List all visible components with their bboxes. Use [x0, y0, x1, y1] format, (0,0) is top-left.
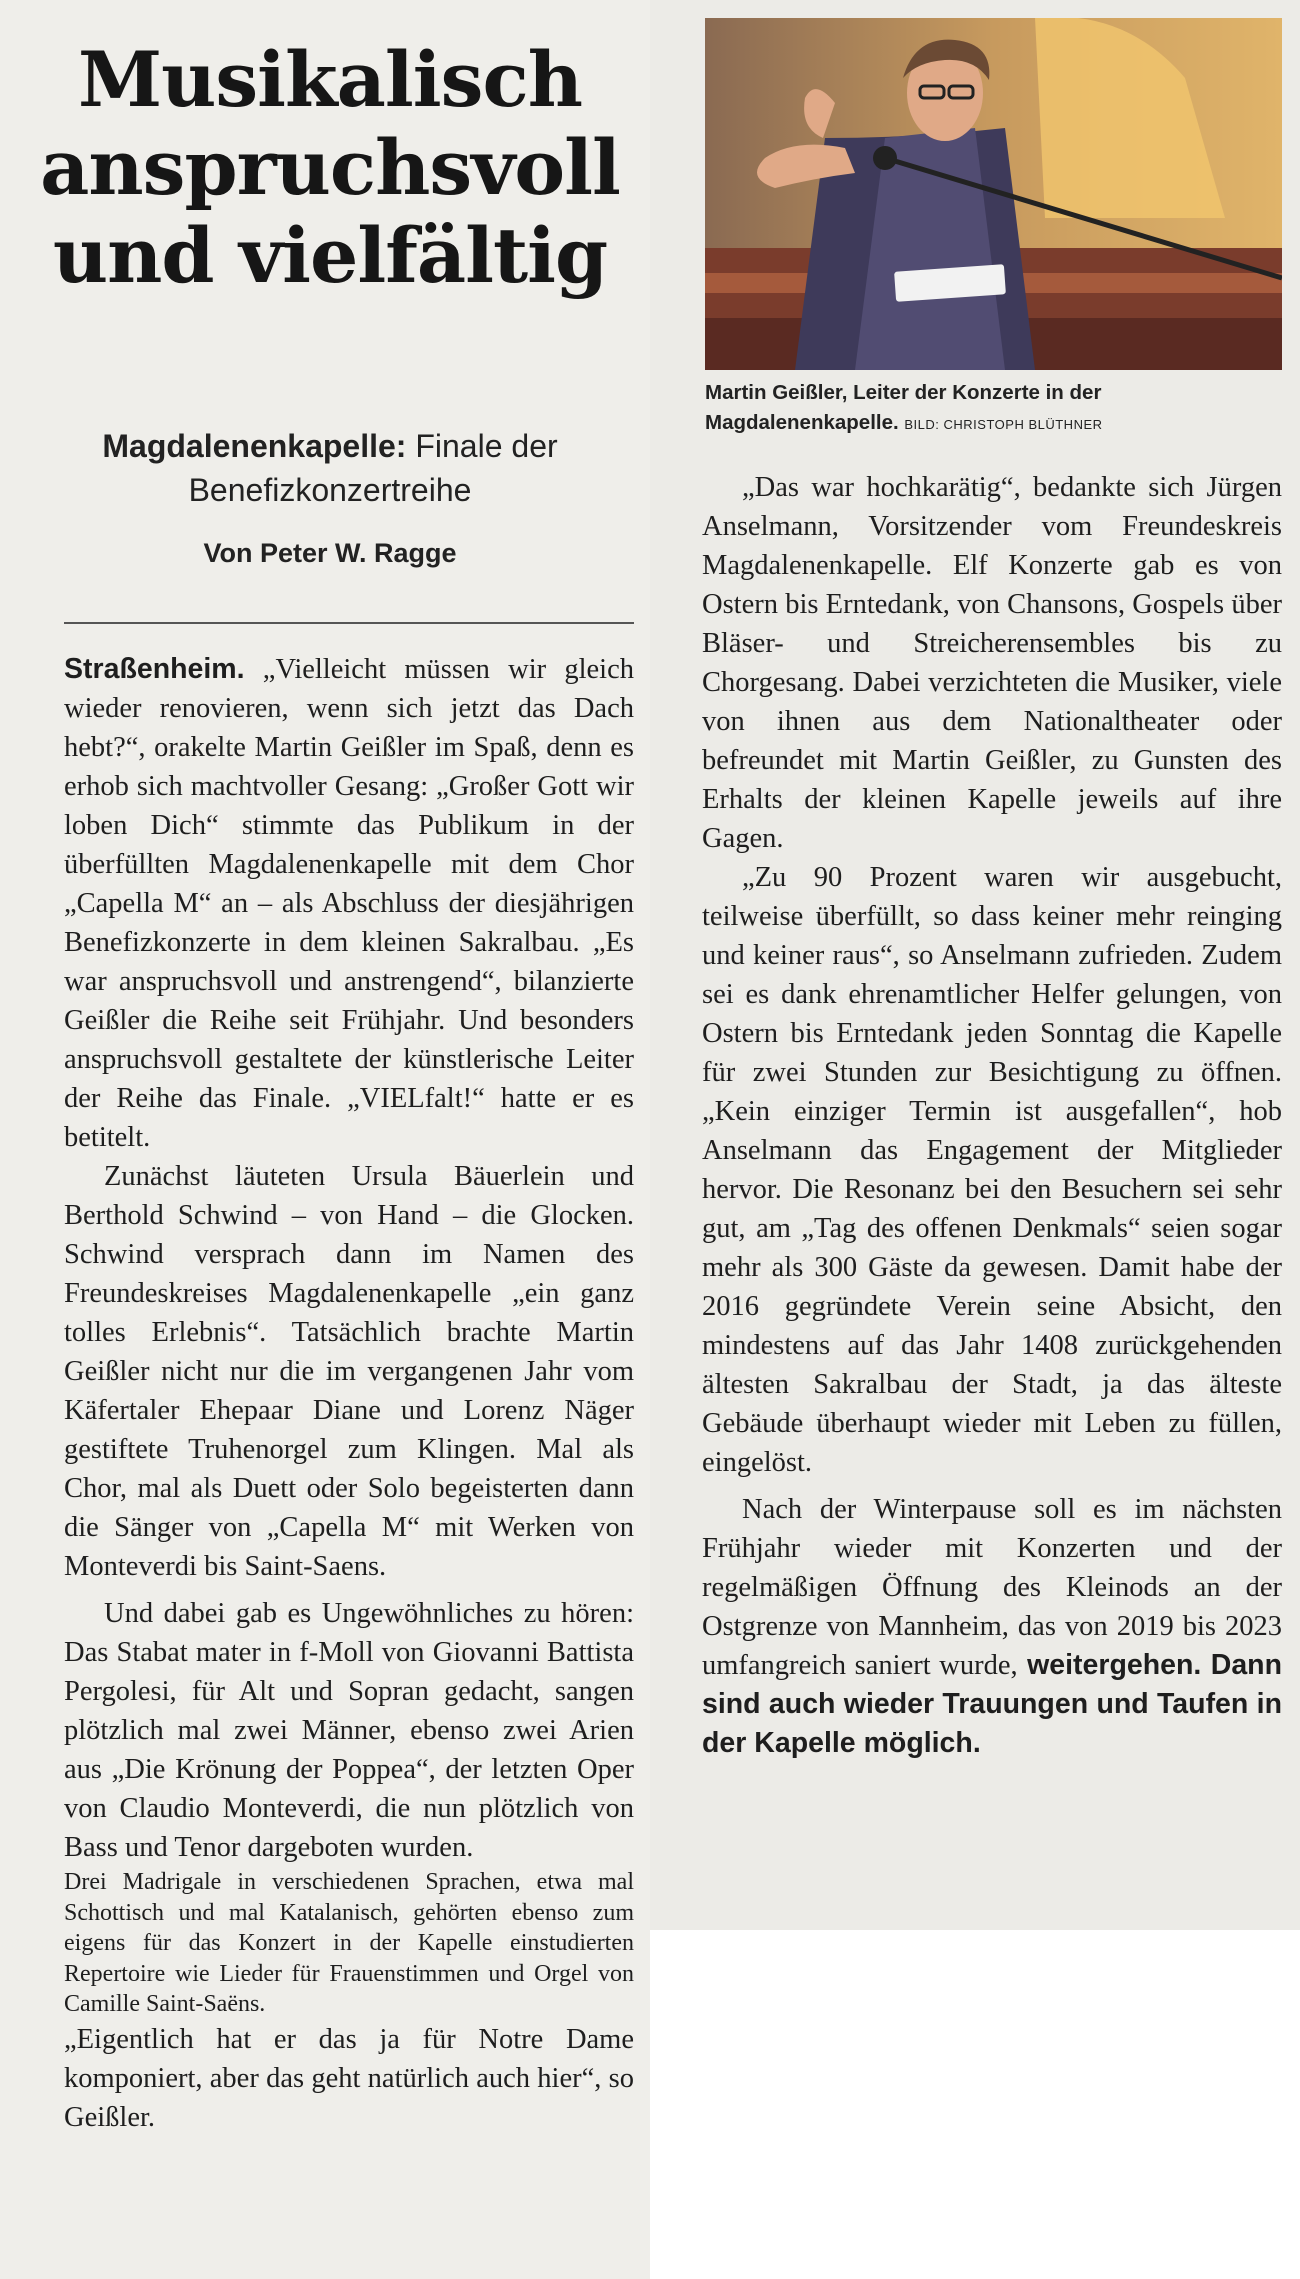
- headline-line-1: Musikalisch: [77, 35, 582, 124]
- paragraph-text: Nach der Winterpause soll es im nächsten Frühjahr wieder mit Konzerten und der regelmäßigen Öffnung des Kleinods an der Ostgrenze von Mannheim, das von 2019 bis 2023 umfangreich saniert wurde,: [702, 1494, 1282, 1681]
- byline: Von Peter W. Ragge: [203, 538, 457, 568]
- photo-credit: BILD: CHRISTOPH BLÜTHNER: [904, 417, 1103, 432]
- left-article-text: [64, 650, 634, 2137]
- paragraph: [702, 1490, 1282, 1763]
- paragraph: Und dabei gab es Ungewöhnliches zu hören: Das Stabat mater in f-Moll von Giovanni Battista Pergolesi, für Alt und Sopran gedacht, sangen plötzlich mal zwei Männer, ebenso zwei Arien aus „Die Krönung der Poppea“, der letzten Oper von Claudio Monteverdi, die nun plötzlich von Bass und Tenor dargeboten wurden.: [64, 1598, 634, 1863]
- paragraph: „Zu 90 Prozent waren wir ausgebucht, teilweise überfüllt, so dass keiner mehr reinging und keiner raus“, so Anselmann zufrieden. Zudem sei es dank ehrenamtlicher Helfer gelungen, von Ostern bis Erntedank jeden Sonntag die Kapelle für zwei Stunden zur Besichtigung zu öffnen. „Kein einziger Termin ist ausgefallen“, hob Anselmann das Engagement der Mitglieder hervor. Die Resonanz bei den Besuchern sei sehr gut, am „Tag des offenen Denkmals“ seien sogar mehr als 300 Gäste da gewesen. Damit habe der 2016 gegründete Verein seine Absicht, den mindestens auf das Jahr 1408 zurückgehenden ältesten Sakralbau der Stadt, ja das älteste Gebäude überhaupt wieder mit Leben zu füllen, eingelöst.: [702, 862, 1282, 1478]
- paragraph: [64, 650, 634, 1157]
- subheadline: [70, 424, 590, 512]
- paragraph: „Das war hochkarätig“, bedankte sich Jürgen Anselmann, Vorsitzender vom Freundeskreis Magdalenenkapelle. Elf Konzerte gab es von Ostern bis Erntedank, von Chansons, Gospels über Bläser- und Streicherensembles bis zu Chorgesang. Dabei verzichteten die Musiker, viele von ihnen aus dem Nationaltheater oder befreundet mit Martin Geißler, zu Gunsten des Erhalts der kleinen Kapelle jeweils auf ihre Gagen.: [702, 472, 1282, 854]
- subhead-text: Finale der Benefizkonzertreihe: [188, 428, 558, 508]
- photo-illustration: [705, 18, 1282, 370]
- photo-martin-geissler: [705, 18, 1282, 370]
- caption-text: Martin Geißler, Leiter der Konzerte in der Magdalenenkapelle.: [705, 381, 1102, 434]
- dateline: Straßenheim.: [64, 653, 245, 685]
- closing-text: weitergehen. Dann sind auch wieder Trauungen und Taufen in der Kapelle möglich.: [702, 1649, 1282, 1759]
- paragraph: Drei Madrigale in verschiedenen Sprachen, etwa mal Schottisch und mal Katalanisch, gehörten ebenso zum eigens für das Konzert in der Kapelle einstudierten Repertoire wie Lieder für Frauenstimmen und Orgel von Camille Saint-Saëns.: [64, 1869, 634, 2017]
- right-article-text: [702, 468, 1282, 1763]
- headline-line-3: und vielfältig: [52, 211, 608, 300]
- paragraph: Zunächst läuteten Ursula Bäuerlein und Berthold Schwind – von Hand – die Glocken. Schwind versprach dann im Namen des Freundeskreises Magdalenenkapelle „ein ganz tolles Erlebnis“. Tatsächlich brachte Martin Geißler nicht nur die im vergangenen Jahr vom Käfertaler Ehepaar Diane und Lorenz Näger gestiftete Truhenorgel zum Klingen. Mal als Chor, mal als Duett oder Solo begeisterten dann die Sänger von „Capella M“ mit Werken von Monteverdi bis Saint-Saens.: [64, 1161, 634, 1582]
- headline: [40, 36, 620, 300]
- paragraph: „Eigentlich hat er das ja für Notre Dame komponiert, aber das geht natürlich auch hier“, so Geißler.: [64, 2023, 634, 2133]
- paragraph-text: „Vielleicht müssen wir gleich wieder renovieren, wenn sich jetzt das Dach hebt?“, orakelte Martin Geißler im Spaß, denn es erhob sich machtvoller Gesang: „Großer Gott wir loben Dich“ stimmte das Publikum in der überfüllten Magdalenenkapelle mit dem Chor „Capella M“ an – als Abschluss der diesjährigen Benefizkonzerte in dem kleinen Sakralbau. „Es war anspruchsvoll und anstrengend“, bilanzierte Geißler die Reihe seit Frühjahr. Und besonders anspruchsvoll gestaltete der künstlerische Leiter der Reihe das Finale. „VIELfalt!“ hatte er es betitelt.: [64, 654, 634, 1153]
- divider: [64, 622, 634, 624]
- subhead-location: Magdalenenkapelle:: [102, 428, 407, 464]
- photo-caption: [705, 378, 1285, 440]
- headline-line-2: anspruchsvoll: [40, 123, 620, 212]
